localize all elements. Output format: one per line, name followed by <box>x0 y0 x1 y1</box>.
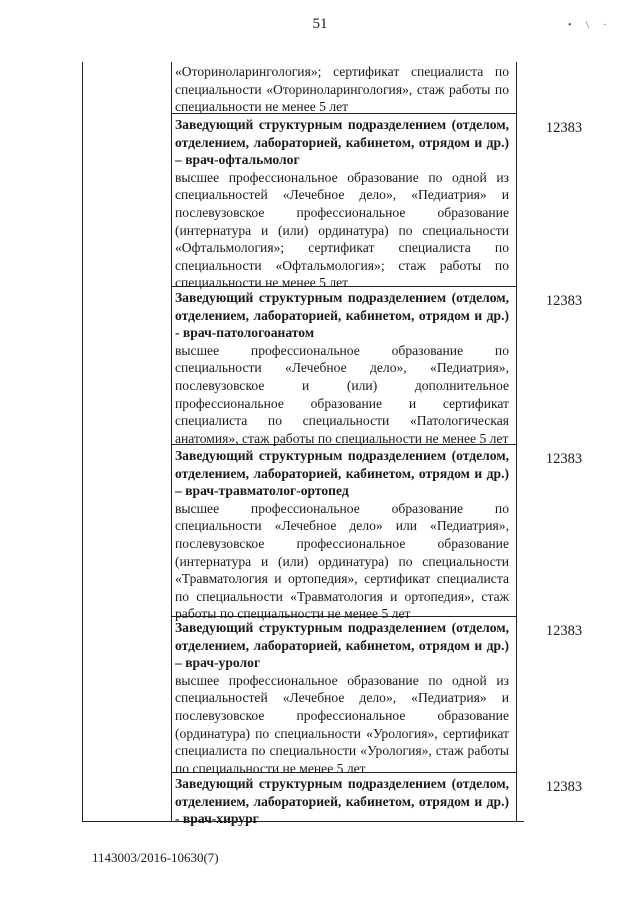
page-number: 51 <box>312 16 328 32</box>
row-title: Заведующий структурным подразделением (отделом, отделением, лабораторией, кабинетом, отрядом и др.) – врач-офтальмолог <box>175 117 509 168</box>
qualification-table <box>82 62 583 827</box>
column-divider-1 <box>171 62 172 821</box>
row-code: 12383 <box>545 451 583 467</box>
row-title: Заведующий структурным подразделением (отделом, отделением, лабораторией, кабинетом, отрядом и др.) – врач-уролог <box>175 620 509 671</box>
row-code: 12383 <box>545 120 583 136</box>
row-title: Заведующий структурным подразделением (отделом, отделением, лабораторией, кабинетом, отрядом и др.) - врач-хирург <box>175 776 509 827</box>
row-body: высшее профессиональное образование по одной из специальностей «Лечебное дело», «Педиатрия» и послевузовское профессиональное образование (интернатура и (или) ординатура) по специальности «Офтальмология»; сертификат специалиста по специальности «Офтальмология»; стаж работы по специальности не менее 5 лет <box>175 169 509 291</box>
document-code: 1143003/2016-10630(7) <box>92 850 219 865</box>
row-code: 12383 <box>545 293 583 309</box>
column-divider-2 <box>516 62 517 821</box>
row-code: 12383 <box>545 779 583 795</box>
row-code: 12383 <box>545 623 583 639</box>
row-body: «Оториноларингология»; сертификат специалиста по специальности «Оториноларингология», стаж работы по специальности не менее 5 лет <box>175 64 509 115</box>
table-row <box>175 775 509 828</box>
row-body: высшее профессиональное образование по специальности «Лечебное дело» или «Педиатрия», послевузовское профессиональное образование (интернатура и (или) ординатура) по специальности «Травматология и ортопедия», сертификат специалиста по специальности «Травматология и ортопедия», стаж работы по специальности не менее 5 лет <box>175 500 509 622</box>
table-row <box>175 289 509 447</box>
row-title: Заведующий структурным подразделением (отделом, отделением, лабораторией, кабинетом, отрядом и др.) – врач-травматолог-ортопед <box>175 448 509 499</box>
scan-marks: • \ · <box>568 20 613 31</box>
table-row <box>175 447 509 623</box>
row-body: высшее профессиональное образование по специальности «Лечебное дело», «Педиатрия», послевузовское и (или) дополнительное профессиональное образование и сертификат специалиста по специальности «Патологическая анатомия», стаж работы по специальности не менее 5 лет <box>175 342 509 446</box>
row-title: Заведующий структурным подразделением (отделом, отделением, лабораторией, кабинетом, отрядом и др.) - врач-патологоанатом <box>175 290 509 341</box>
row-body: высшее профессиональное образование по одной из специальностей «Лечебное дело», «Педиатрия» и послевузовское профессиональное образование (ординатура) по специальности «Урология», сертификат специалиста по специальности «Урология», стаж работы по специальности не менее 5 лет <box>175 672 509 776</box>
table-row <box>175 619 509 777</box>
table-row <box>175 116 509 292</box>
table-row <box>175 63 509 116</box>
